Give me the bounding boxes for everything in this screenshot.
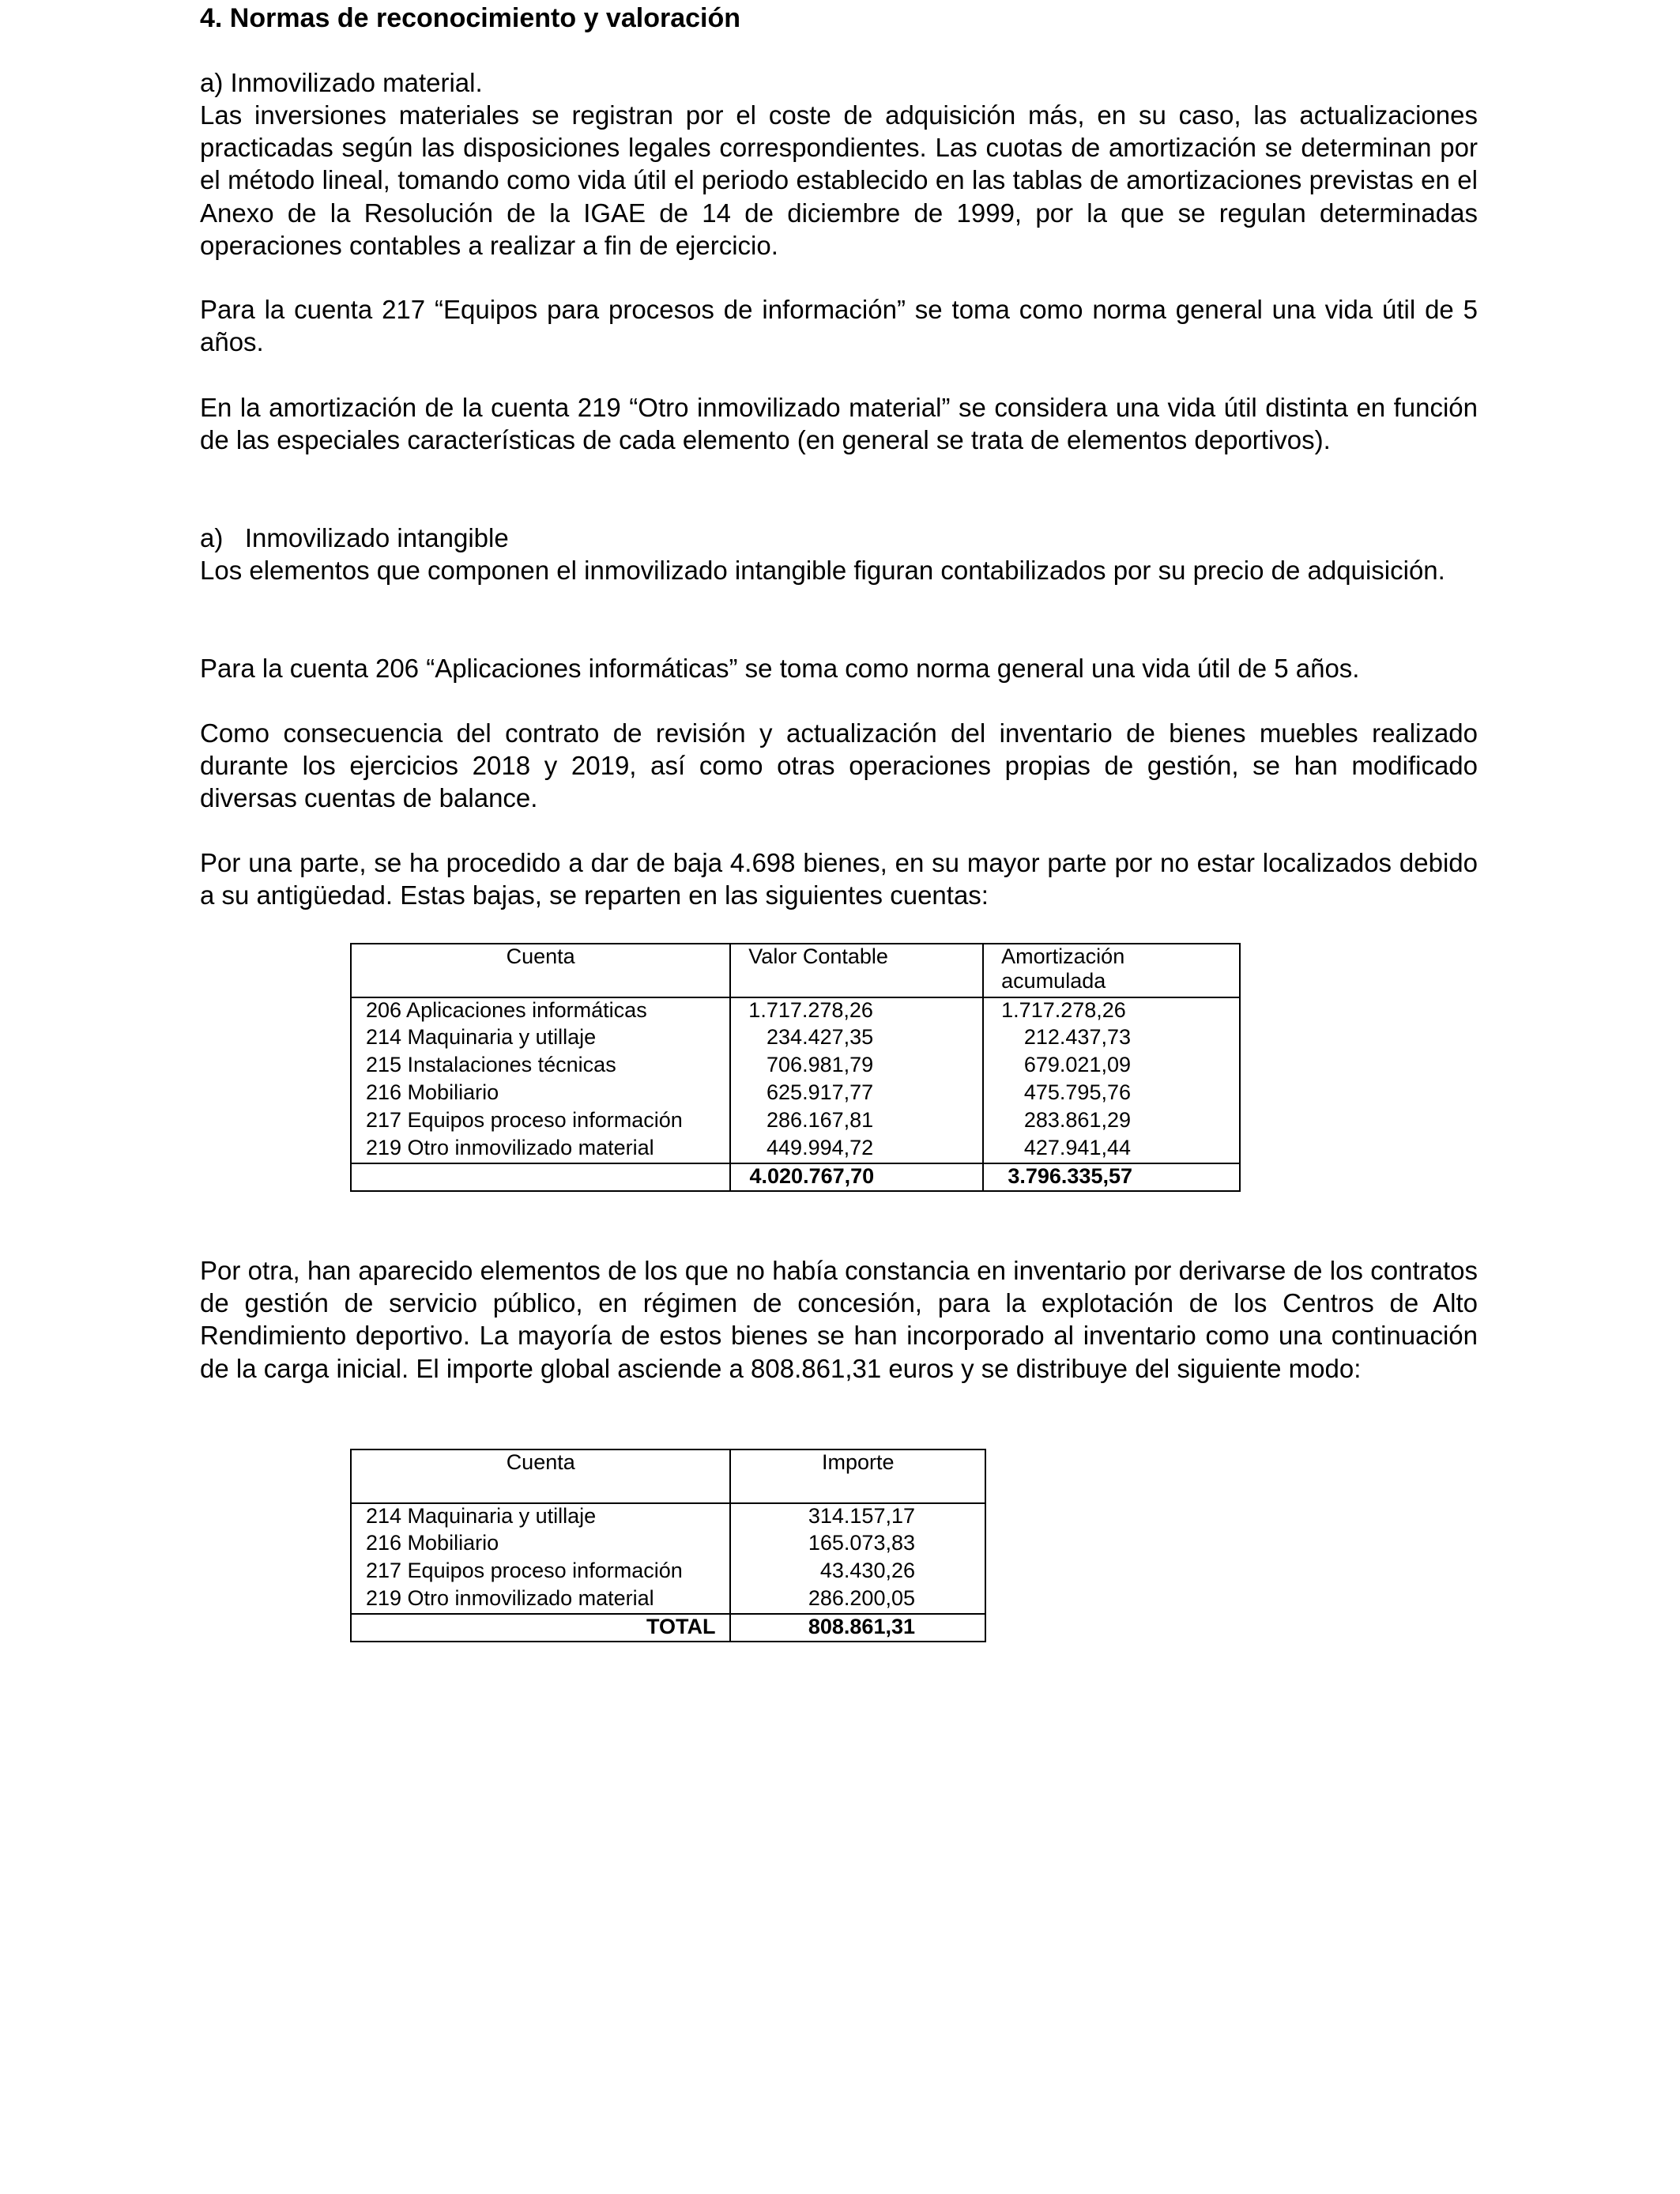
paragraph-cuenta-206: Para la cuenta 206 “Aplicaciones informáticas” se toma como norma general una vida útil de 5 años. [200, 654, 1360, 683]
table-row [351, 997, 1240, 1025]
cell-amortizacion: 475.795,76 [983, 1080, 1240, 1108]
cell-total-amortizacion: 3.796.335,57 [983, 1163, 1240, 1191]
table-row [351, 1531, 985, 1559]
bajas-header-valor-contable: Valor Contable [730, 944, 983, 997]
table-row [351, 1586, 985, 1614]
table-row [351, 1503, 985, 1531]
altas-header-importe: Importe [730, 1449, 985, 1503]
bajas-table-header-row [351, 944, 1240, 997]
table-row [351, 1108, 1240, 1136]
cell-total-importe: 808.861,31 [730, 1614, 985, 1642]
table-row [351, 1136, 1240, 1163]
altas-header-cuenta: Cuenta [351, 1449, 730, 1503]
cell-valor-contable: 1.717.278,26 [730, 997, 983, 1025]
cell-valor-contable: 449.994,72 [730, 1136, 983, 1163]
paragraph-cuenta-219: En la amortización de la cuenta 219 “Otro inmovilizado material” se considera una vida útil distinta en función de las especiales características de cada elemento (en general se trata de elementos deportivos). [200, 393, 1478, 455]
cell-cuenta: 216 Mobiliario [351, 1531, 730, 1559]
bajas-header-amortizacion-line1: Amortización [1001, 944, 1125, 968]
subsection-title-inmovilizado-material: a) Inmovilizado material. [200, 68, 483, 97]
bajas-header-amortizacion [983, 944, 1240, 997]
paragraph-altas: Por otra, han aparecido elementos de los que no había constancia en inventario por derivarse de los contratos de gestión de servicio público, en régimen de concesión, para la explotación de los Centros de Alto Rendimiento deportivo. La mayoría de estos bienes se han incorporado al inventario como una continuación de la carga inicial. El importe global asciende a 808.861,31 euros y se distribuye del siguiente modo: [200, 1256, 1478, 1383]
cell-importe: 165.073,83 [730, 1531, 985, 1559]
altas-table [350, 1449, 986, 1642]
cell-cuenta: 219 Otro inmovilizado material [351, 1586, 730, 1614]
cell-cuenta: 217 Equipos proceso información [351, 1108, 730, 1136]
cell-importe: 314.157,17 [730, 1503, 985, 1531]
table-row [351, 1080, 1240, 1108]
table-row [351, 1053, 1240, 1080]
cell-cuenta: 217 Equipos proceso información [351, 1559, 730, 1586]
paragraph-bajas: Por una parte, se ha procedido a dar de baja 4.698 bienes, en su mayor parte por no estar localizados debido a su antigüedad. Estas bajas, se reparten en las siguientes cuentas: [200, 848, 1478, 910]
paragraph-cuenta-217: Para la cuenta 217 “Equipos para procesos de información” se toma como norma general una vida útil de 5 años. [200, 295, 1478, 357]
cell-amortizacion: 212.437,73 [983, 1025, 1240, 1053]
altas-table-header-row [351, 1449, 985, 1503]
cell-valor-contable: 234.427,35 [730, 1025, 983, 1053]
section-heading: 4. Normas de reconocimiento y valoración [200, 3, 741, 33]
cell-cuenta: 215 Instalaciones técnicas [351, 1053, 730, 1080]
table-total-row [351, 1163, 1240, 1191]
cell-total-label: TOTAL [351, 1614, 730, 1642]
cell-total-label [351, 1163, 730, 1191]
cell-cuenta: 206 Aplicaciones informáticas [351, 997, 730, 1025]
paragraph-contrato-revision: Como consecuencia del contrato de revisión y actualización del inventario de bienes muebles realizado durante los ejercicios 2018 y 2019, así como otras operaciones propias de gestión, se han modificado diversas cuentas de balance. [200, 718, 1478, 813]
bajas-header-cuenta: Cuenta [351, 944, 730, 997]
cell-amortizacion: 679.021,09 [983, 1053, 1240, 1080]
bajas-header-amortizacion-line2: acumulada [1001, 969, 1106, 993]
cell-importe: 43.430,26 [730, 1559, 985, 1586]
cell-cuenta: 214 Maquinaria y utillaje [351, 1503, 730, 1531]
cell-amortizacion: 427.941,44 [983, 1136, 1240, 1163]
cell-valor-contable: 706.981,79 [730, 1053, 983, 1080]
table-total-row [351, 1614, 985, 1642]
table-row [351, 1559, 985, 1586]
cell-importe: 286.200,05 [730, 1586, 985, 1614]
cell-total-valor-contable: 4.020.767,70 [730, 1163, 983, 1191]
cell-valor-contable: 286.167,81 [730, 1108, 983, 1136]
paragraph-inmovilizado-intangible: Los elementos que componen el inmovilizado intangible figuran contabilizados por su precio de adquisición. [200, 556, 1445, 585]
table-row [351, 1025, 1240, 1053]
subsection-title-inmovilizado-intangible: a) Inmovilizado intangible [200, 523, 509, 552]
cell-cuenta: 214 Maquinaria y utillaje [351, 1025, 730, 1053]
cell-cuenta: 219 Otro inmovilizado material [351, 1136, 730, 1163]
cell-valor-contable: 625.917,77 [730, 1080, 983, 1108]
paragraph-inmovilizado-material: Las inversiones materiales se registran por el coste de adquisición más, en su caso, las actualizaciones practicadas según las disposiciones legales correspondientes. Las cuotas de amortización se determinan por el método lineal, tomando como vida útil el periodo establecido en las tablas de amortizaciones previstas en el Anexo de la Resolución de la IGAE de 14 de diciembre de 1999, por la que se regulan determinadas operaciones contables a realizar a fin de ejercicio. [200, 100, 1478, 260]
cell-amortizacion: 1.717.278,26 [983, 997, 1240, 1025]
bajas-table [350, 943, 1241, 1192]
cell-cuenta: 216 Mobiliario [351, 1080, 730, 1108]
cell-amortizacion: 283.861,29 [983, 1108, 1240, 1136]
